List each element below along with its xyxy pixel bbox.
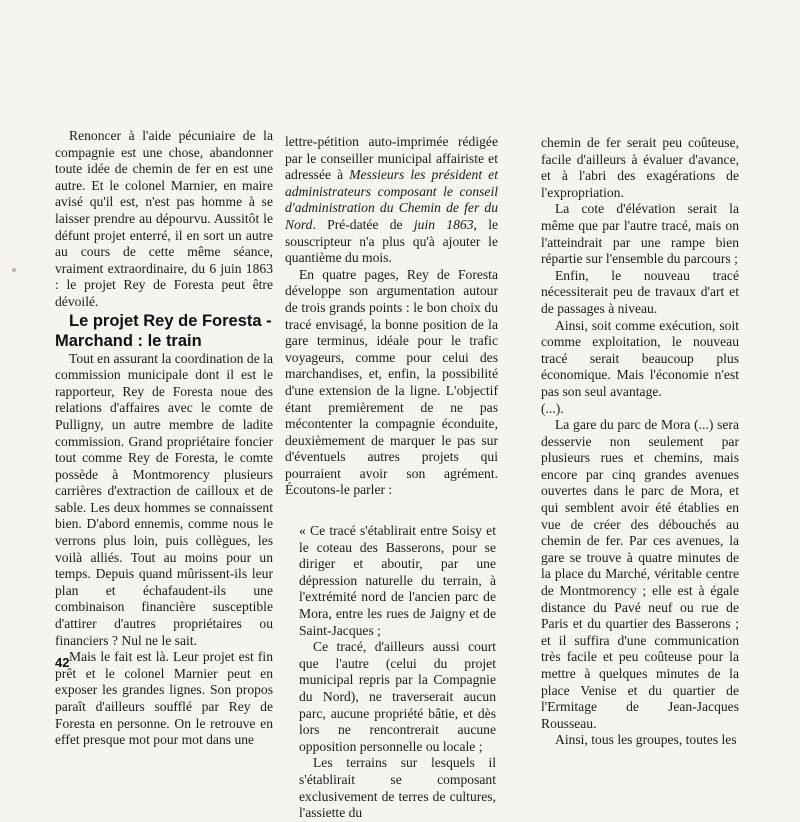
paragraph: En quatre pages, Rey de Foresta développe son argumentation autour de trois grands points : le bon choix du tracé envisagé, la bonne position de la gare terminus, idéale pour le trafic voyageurs, comme pour celui des marchandises, et, enfin, la possibilité d'une extension de la ligne. L'objectif étant premièrement de ne pas mécontenter la compagnie éconduite, deuxièmement de marquer le pas sur d'éventuels autres projets qui pourraient avoir son agrément. Écoutons-le parler : [285,266,498,498]
text-column-2 [285,134,498,822]
quote-paragraph: « Ce tracé s'établirait entre Soisy et le coteau des Basserons, pour se diriger et aboutir, par une dépression naturelle du terrain, à l'extrémité nord de l'ancien parc de Mora, entre les rues de Jaigny et de Saint-Jacques ; [299,523,496,638]
text-run: lettre-pétition auto-imprimée rédigée par le conseiller municipal affairiste et adressée à [285,134,498,183]
page-number: 42 [55,655,70,670]
paragraph: chemin de fer serait peu coûteuse, facile d'ailleurs à évaluer d'avance, et à l'abri des exagérations de l'expropriation. [541,135,739,200]
text-run: . Pré-datée de [312,216,414,232]
text-run: , le souscripteur n'a plus qu'à ajouter le quantième du mois. [285,216,498,266]
text-column-3 [541,135,739,749]
paragraph: Ainsi, soit comme exécution, soit comme exploitation, le nouveau tracé serait beaucoup plus économique. Mais l'économie n'est pas son seul avantage. [541,317,739,399]
quote-paragraph: Ce tracé, d'ailleurs aussi court que l'autre (celui du projet municipal repris par la Compagnie du Nord), ne traverserait aucun parc, aucune propriété bâtie, et dès lors ne rencontrerait aucune opposition personnelle ou locale ; [299,639,496,754]
paragraph [285,134,498,267]
block-quote [285,523,498,822]
section-heading: Le projet Rey de Foresta - Marchand : le train [55,311,272,350]
paragraph: Mais le fait est là. Leur projet est fin prêt et le colonel Marnier peut en exposer les grandes lignes. Son propos paraît d'ailleurs soufflé par Rey de Foresta en personne. On le retrouve en effet presque mot pour mot dans une [55,649,273,748]
paragraph: Enfin, le nouveau tracé nécessiterait peu de travaux d'art et de passages à niveau. [541,267,739,316]
paragraph: Renoncer à l'aide pécuniaire de la compagnie est une chose, abandonner toute idée de chemin de fer en est une autre. Et le colonel Marnier, en maire avisé qu'il est, n'est pas homme à se laisser prendre au dépourvu. Aussitôt le défunt projet enterré, il en sort un autre au cours de cette même séance, vraiment extraordinaire, du 6 juin 1863 : le projet Rey de Foresta peut être dévoilé. [55,128,273,309]
italic-date: juin 1863 [413,216,474,232]
paragraph: Ainsi, tous les groupes, toutes les [555,732,737,748]
paragraph: Tout en assurant la coordination de la commission municipale dont il est le rapporteur, Rey de Foresta noue des relations d'affaires avec le comte de Pulligny, un autre membre de ladite commission. Grand propriétaire foncier tout comme Rey de Foresta, le comte possède à Montmorency plusieurs carrières d'extraction de cailloux et de sable. Les deux hommes se connaissent bien. D'abord ennemis, comme nous le verrons plus loin, puis collègues, les voilà alliés. Tout au moins pour un temps. Depuis quand mûrissent-ils leur plan et échafaudent-ils une combinaison financière susceptible d'attirer d'autres propriétaires ou financiers ? Nul ne le sait. [55,350,273,648]
paragraph: La cote d'élévation serait la même que par l'autre tracé, mais on l'atteindrait par une rampe bien répartie sur l'ensemble du parcours ; [541,201,739,267]
paragraph: (...). [541,400,564,416]
italic-addressee: Messieurs les président et administrateurs composant le conseil d'administration du Chemin de fer du Nord [285,167,498,232]
quote-paragraph: Les terrains sur lesquels il s'établirait se composant exclusivement de terres de cultures, l'assiette du [299,755,496,821]
text-column-1 [55,128,273,749]
paper-speck [12,268,16,272]
paragraph: La gare du parc de Mora (...) sera desservie non seulement par plusieurs rues et chemins, mais encore par cinq grandes avenues ouvertes dans le parc de Mora, et qui semblent avoir été établies en vue de créer des débouchés au chemin de fer. Par ces avenues, la gare se trouve à quatre minutes de la place du Marché, véritable centre de Montmorency ; elle est à égale distance du Pavé neuf ou rue de Paris et du quartier des Basserons ; et il suffira d'une communication très facile et peu coûteuse pour la mettre à quelques minutes de la place Venise et du quartier de l'Ermitage de Jean-Jacques Rousseau. [541,417,739,731]
